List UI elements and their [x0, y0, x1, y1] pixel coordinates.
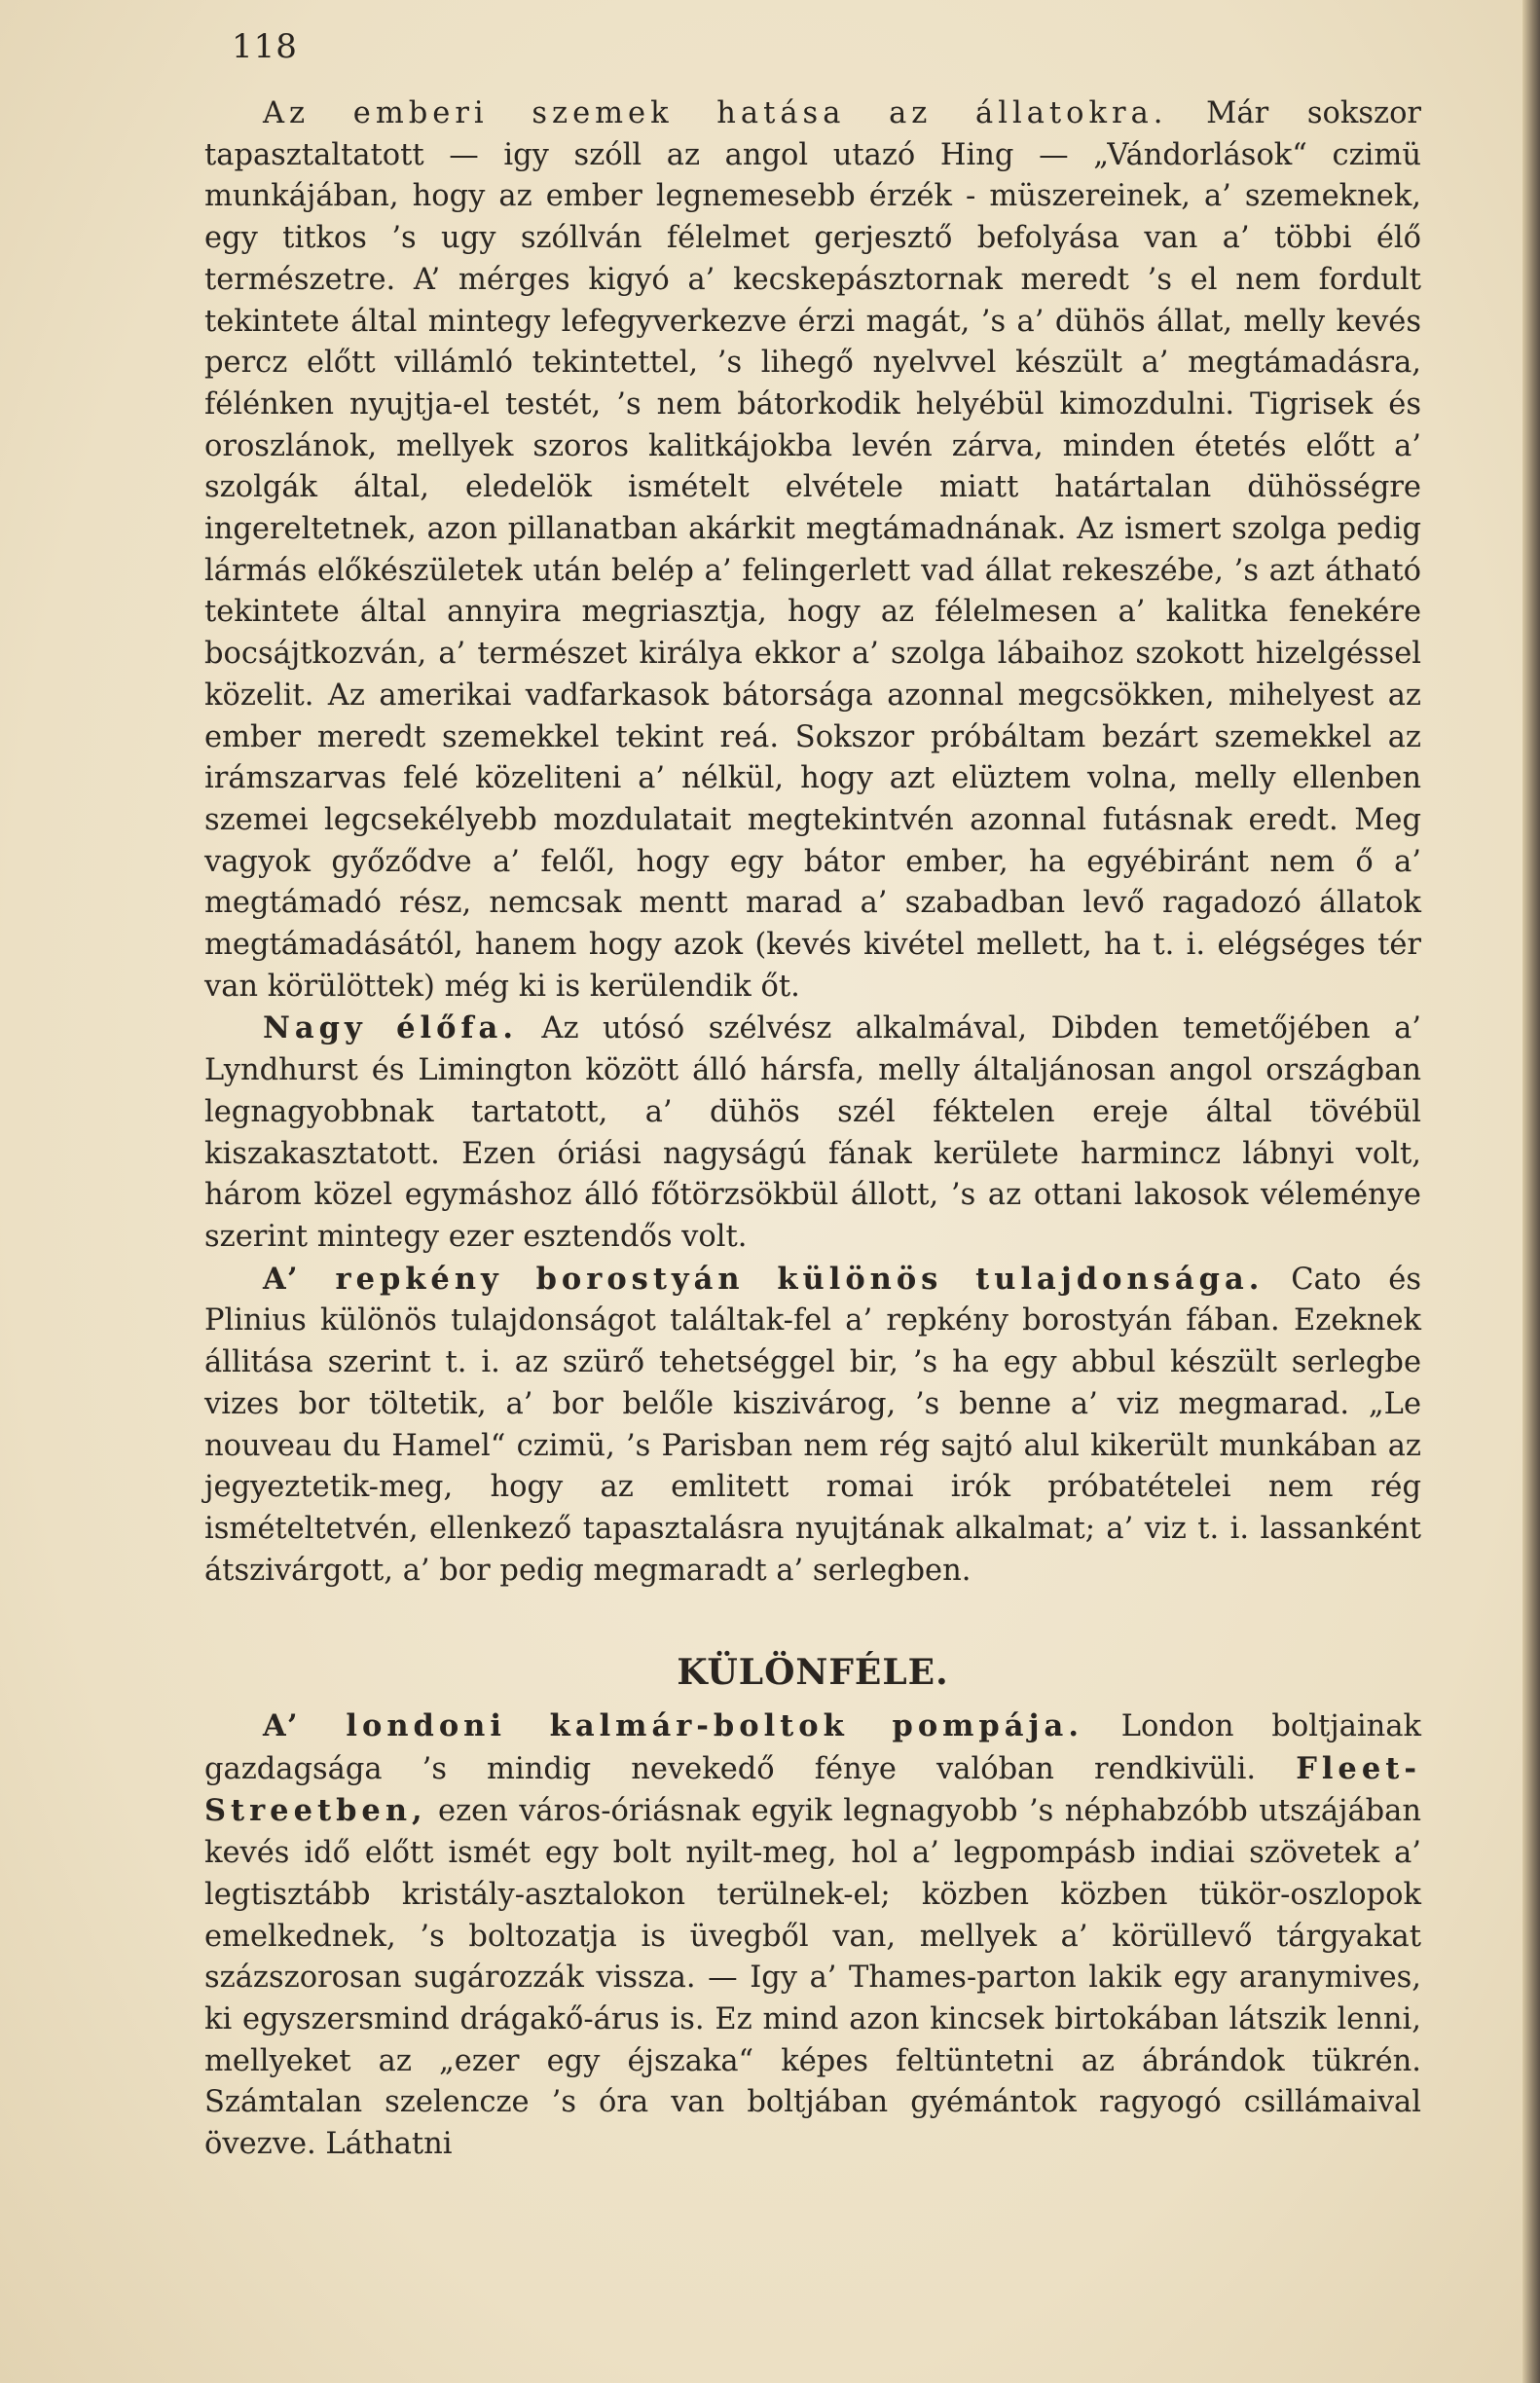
- emphasized-place-name: Fleet-Streetben,: [204, 1750, 1421, 1829]
- page-spine-shadow: [1522, 0, 1540, 2383]
- section-heading: KÜLÖNFÉLE.: [677, 1652, 949, 1694]
- paragraph-lead: Nagy élőfa.: [263, 1010, 518, 1046]
- paragraph-nagy-elofa: [204, 1008, 1421, 1258]
- paragraph-lead: A’ londoni kalmár-boltok pompája.: [263, 1708, 1083, 1744]
- paragraph-lead: A’ repkény borostyán különös tulajdonsága.: [263, 1261, 1265, 1297]
- paragraph-body: Cato és Plinius különös tulajdonságot találtak-fel a’ repkény borostyán fában. Ezeknek állitása szerint t. i. az szürő tehetséggel bir, ’s ha egy abbul készült serlegbe vizes bor töltetik, a’ bor belőle kiszivárog, ’s benne a’ viz megmarad. „Le nouveau du Hamel“ czimü, ’s Parisban nem rég sajtó alul kikerült munkában az jegyeztetik-meg, hogy az emlitett romai irók próbatételei nem rég ismételtetvén, ellenkező tapasztalásra nyujtának alkalmat; a’ viz t. i. lassanként átszivárgott, a’ bor pedig megmaradt a’ serlegben.: [204, 1262, 1422, 1588]
- paragraph-body-continued: ezen város-óriásnak egyik legnagyobb ’s néphabzóbb utszájában kevés idő előtt ismét egy bolt nyilt-meg, hol a’ legpompásb indiai szövetek a’ legtisztább kristály-asztalokon terülnek-el; közben közben tükör-oszlopok emelkednek, ’s boltozatja is üvegből van, mellyek a’ körüllevő tárgyakat százszorosan sugározzák vissza. — Igy a’ Thames-parton lakik egy aranymives, ki egyszersmind drágakő-árus is. Ez mind azon kincsek birtokában látszik lenni, mellyeket az „ezer egy éjszaka“ képes feltüntetni az ábrándok tükrén. Számtalan szelencze ’s óra van boltjában gyémántok ragyogó csillámaival övezve. Láthatni: [204, 1794, 1421, 2162]
- paragraph-repkeny-borostyan: [204, 1259, 1421, 1593]
- paragraph-emberi-szemek: [204, 93, 1421, 1008]
- paragraph-londoni-kalmar-boltok: [204, 1705, 1421, 2166]
- paragraph-lead: Az emberi szemek hatása az állatokra.: [263, 96, 1168, 130]
- paragraph-body: London boltjainak gazdagsága ’s mindig nevekedő fénye valóban rendkivüli.: [204, 1709, 1421, 1786]
- body-text: [204, 93, 1421, 2166]
- paragraph-body: Már sokszor tapasztaltatott — igy szóll az angol utazó Hing — „Vándorlások“ czimü munkájában, hogy az ember legnemesebb érzék - müszereinek, a’ szemeknek, egy titkos ’s ugy szóllván félelmet gerjesztő befolyása van a’ többi élő természetre. A’ mérges kigyó a’ kecskepásztornak meredt ’s el nem fordult tekintete által mintegy lefegyverkezve érzi magát, ’s a’ dühös állat, melly kevés percz előtt villámló tekintettel, ’s lihegő nyelvvel készült a’ megtámadásra, félénken nyujtja-el testét, ’s nem bátorkodik helyébül kimozdulni. Tigrisek és oroszlánok, mellyek szoros kalitkájokba levén zárva, minden étetés előtt a’ szolgák által, eledelök ismételt elvétele miatt határtalan dühösségre ingereltetnek, azon pillanatban akárkit megtámadnának. Az ismert szolga pedig lármás előkészületek után belép a’ felingerlett vad állat rekeszébe, ’s azt átható tekintete által annyira megriasztja, hogy az félelmesen a’ kalitka fenekére bocsájtkozván, a’ természet királya ekkor a’ szolga lábaihoz szokott hizelgéssel közelit. Az amerikai vadfarkasok bátorsága azonnal megcsökken, mihelyest az ember meredt szemekkel tekint reá. Sokszor próbáltam bezárt szemekkel az irámszarvas felé közeliteni a’ nélkül, hogy azt elüztem volna, melly ellenben szemei legcsekélyebb mozdulatait megtekintvén azonnal futásnak eredt. Meg vagyok győződve a’ felől, hogy egy bátor ember, ha egyébiránt nem ő a’ megtámadó rész, nemcsak mentt marad a’ szabadban levő ragadozó állatok megtámadásától, hanem hogy azok (kevés kivétel mellett, ha t. i. elégséges tér van körülöttek) még ki is kerülendik őt.: [204, 96, 1422, 1004]
- page-number: 118: [232, 27, 298, 66]
- paragraph-body: Az utósó szélvész alkalmával, Dibden temetőjében a’ Lyndhurst és Limington között álló hársfa, melly általjánosan angol országban legnagyobbnak tartatott, a’ dühös szél féktelen ereje által tövébül kiszakasztatott. Ezen óriási nagyságú fának kerülete harmincz lábnyi volt, három közel egymáshoz álló főtörzsökbül állott, ’s az ottani lakosok véleménye szerint mintegy ezer esztendős volt.: [204, 1011, 1421, 1254]
